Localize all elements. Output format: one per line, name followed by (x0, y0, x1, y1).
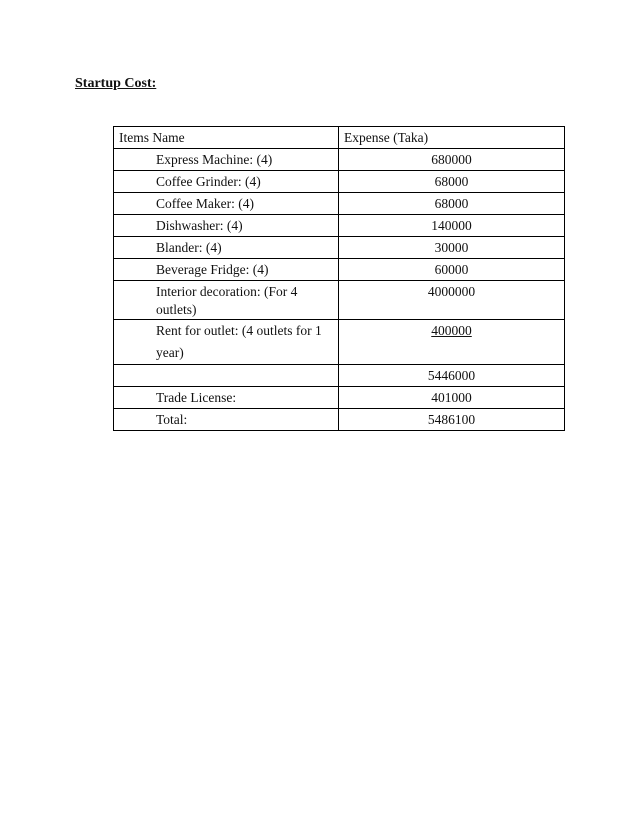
item-name: Rent for outlet: (4 outlets for 1 year) (114, 320, 339, 365)
total-label: Total: (114, 409, 339, 431)
item-name: Blander: (4) (114, 237, 339, 259)
table-row (114, 237, 565, 259)
item-name: Coffee Grinder: (4) (114, 171, 339, 193)
table-row (114, 193, 565, 215)
item-name-empty (114, 365, 339, 387)
item-expense: 68000 (339, 193, 565, 215)
column-header-expense: Expense (Taka) (339, 127, 565, 149)
item-name: Express Machine: (4) (114, 149, 339, 171)
underlined-value: 400000 (431, 323, 472, 338)
subtotal-value: 5446000 (339, 365, 565, 387)
item-expense: 140000 (339, 215, 565, 237)
item-name: Dishwasher: (4) (114, 215, 339, 237)
table-row (114, 171, 565, 193)
item-expense: 30000 (339, 237, 565, 259)
item-expense (339, 320, 565, 365)
page-title: Startup Cost: (75, 76, 157, 91)
item-name: Coffee Maker: (4) (114, 193, 339, 215)
table-row (114, 149, 565, 171)
total-value: 5486100 (339, 409, 565, 431)
item-expense: 4000000 (339, 281, 565, 320)
item-name: Beverage Fridge: (4) (114, 259, 339, 281)
item-name: Trade License: (114, 387, 339, 409)
table-row (114, 215, 565, 237)
item-expense: 680000 (339, 149, 565, 171)
item-name: Interior decoration: (For 4 outlets) (114, 281, 339, 320)
item-expense: 68000 (339, 171, 565, 193)
table-row (114, 259, 565, 281)
item-expense: 401000 (339, 387, 565, 409)
startup-cost-table (113, 126, 565, 431)
item-expense: 60000 (339, 259, 565, 281)
subtotal-row (114, 365, 565, 387)
total-row (114, 409, 565, 431)
column-header-items-name: Items Name (114, 127, 339, 149)
table-header-row (114, 127, 565, 149)
table-row (114, 281, 565, 320)
table-row (114, 387, 565, 409)
table-row (114, 320, 565, 365)
